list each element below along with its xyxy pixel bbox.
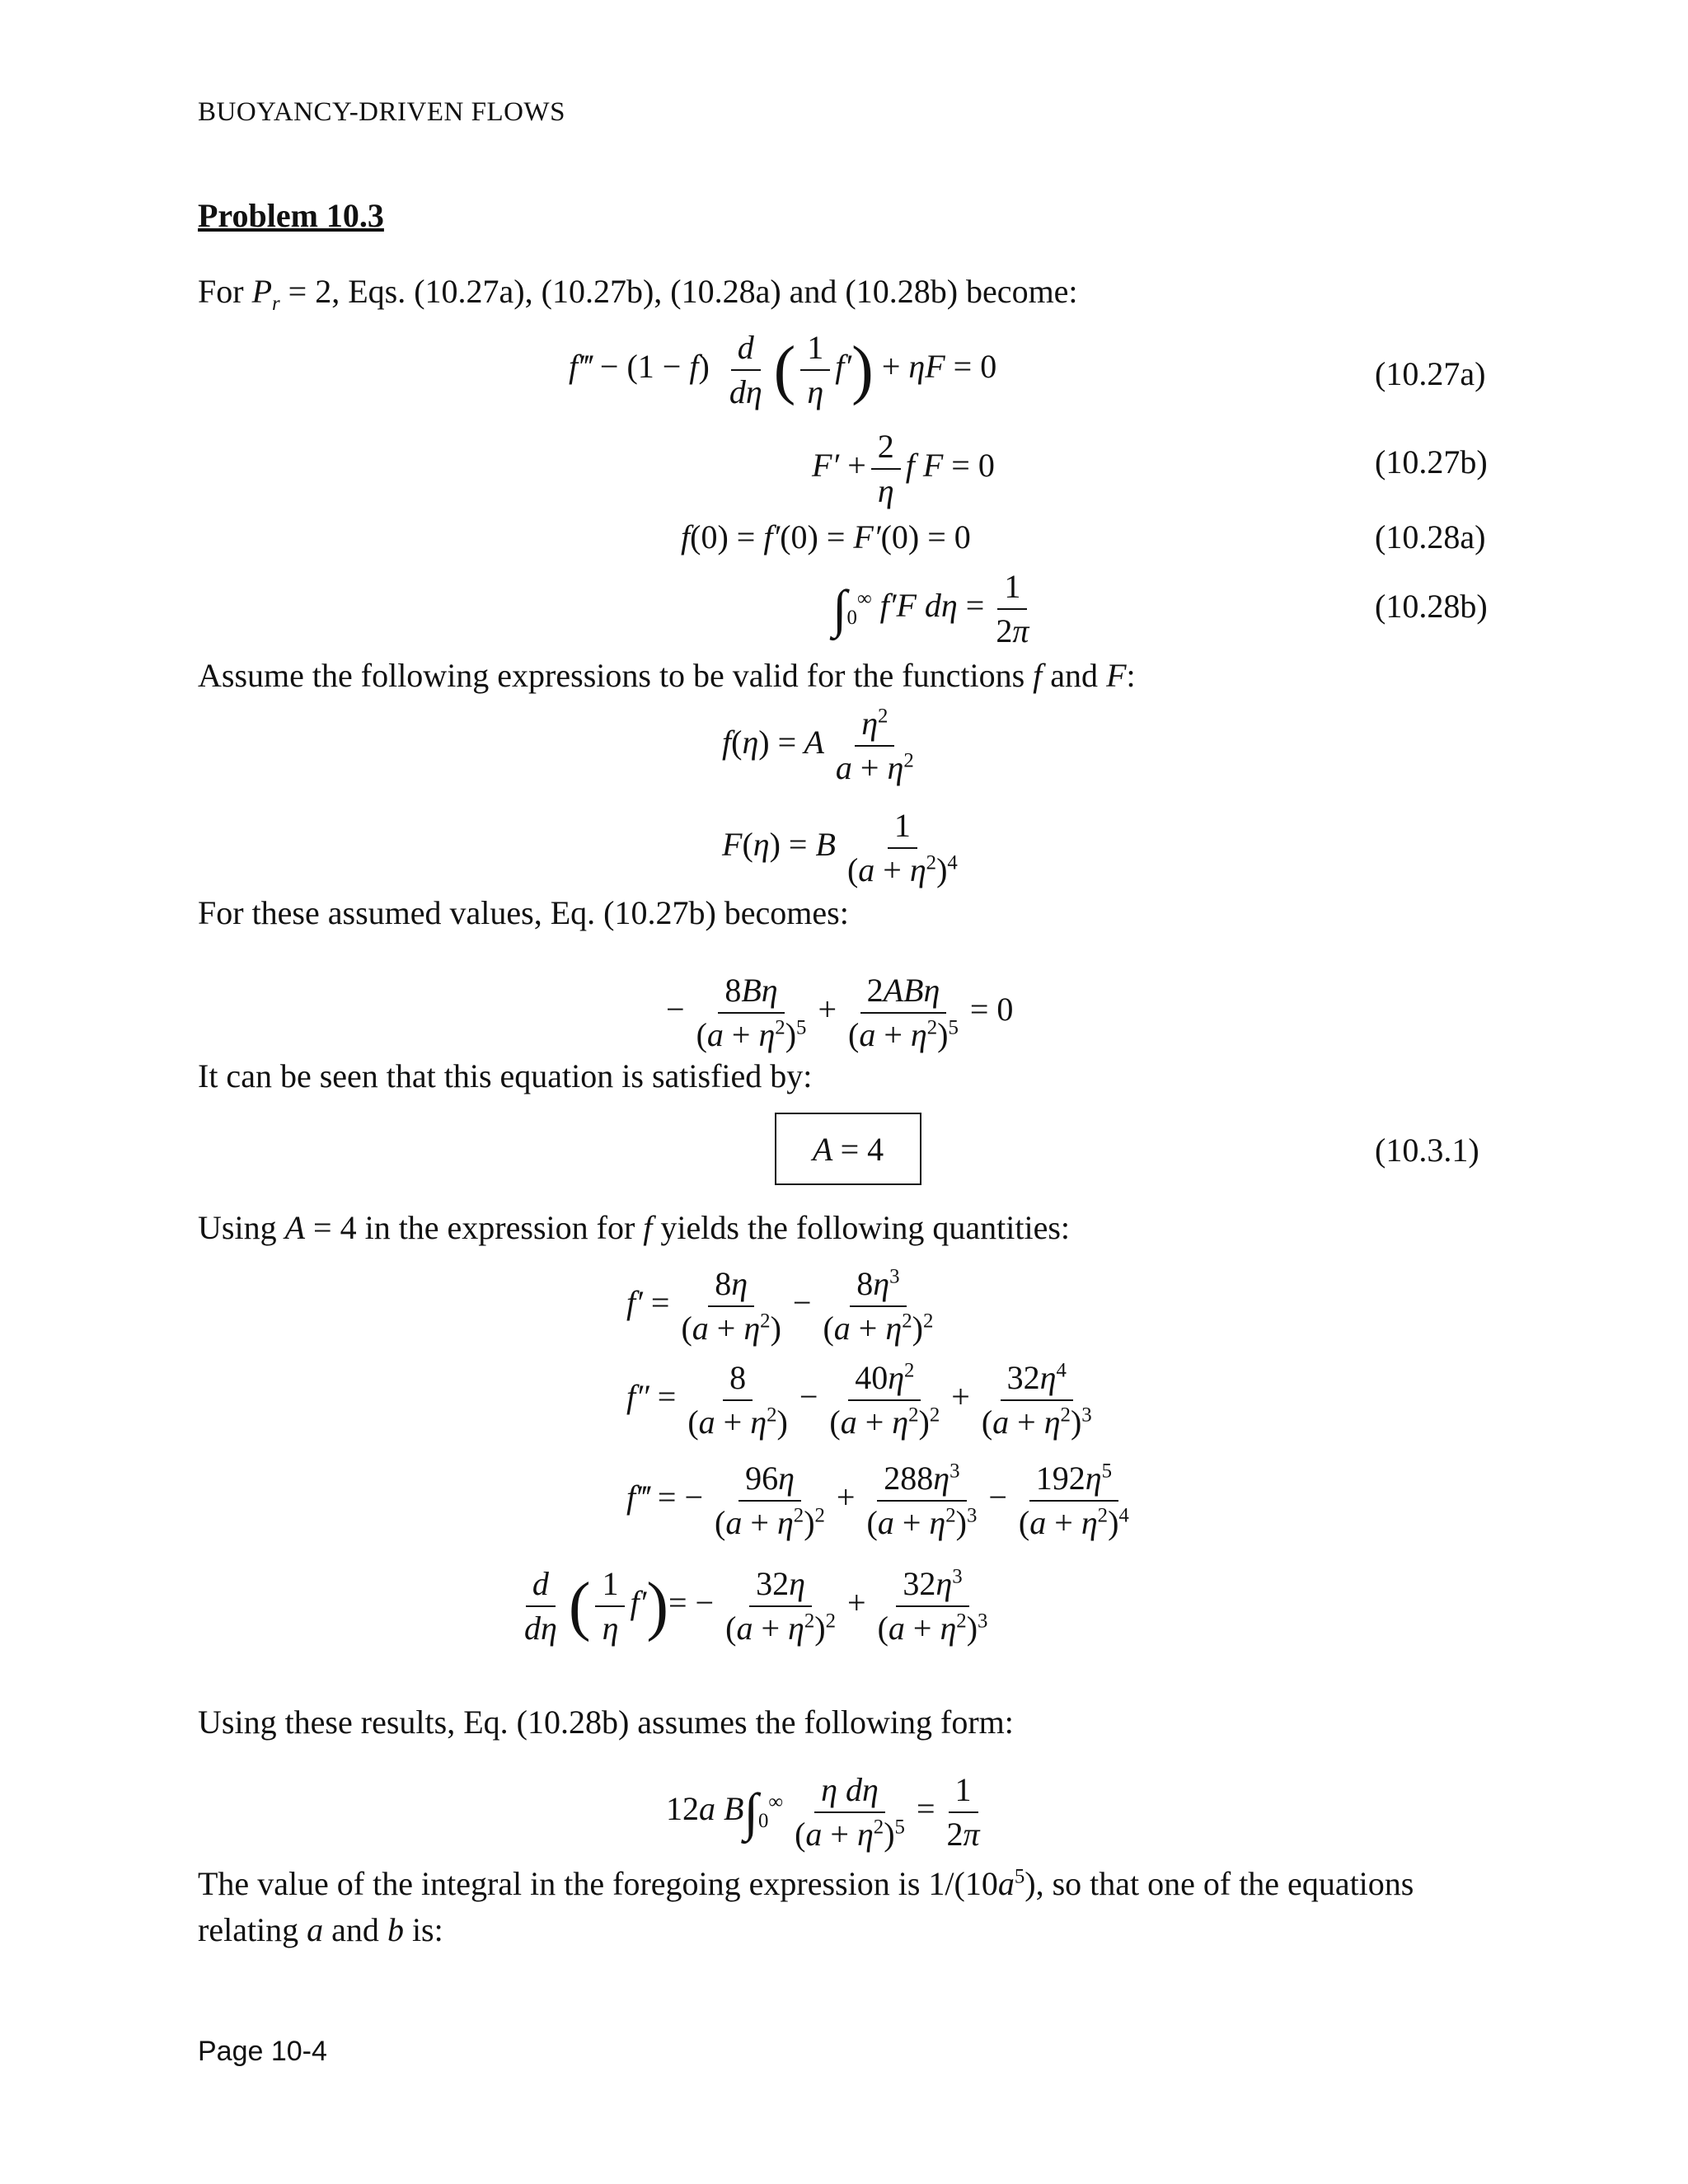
equation-10-27a: f‴ − (1 − f) $\frac{d}{d\eta}$ ( $\frac{1}{\eta}$ f′) + ηF = 0 [569, 329, 997, 410]
assumed-F: F(η) = B $\frac{1}{(a + \eta^2)^4}$ [722, 807, 958, 888]
problem-title: Problem 10.3 [198, 197, 384, 234]
substituted-equation: − $\frac{8B\eta}{(a + \eta^2)^5}$ + $\frac{\text{2ABη}}{(a + \eta^2)^5}$ = 0 [666, 972, 1014, 1053]
intro-text: For $P_r = 2$, Eqs. (10.27a), (10.27b), (10.28a) and (10.28b) become: [198, 273, 1078, 315]
equation-10-27b: F′ + $\frac{2}{\eta}$ f F = 0 [812, 428, 995, 509]
assume-text: Assume the following expressions to be valid for the functions f and F: [198, 657, 1136, 694]
assumed-f: f(η) = A $\frac{\eta^2}{a + \eta^2}$ [722, 705, 914, 786]
value-text-line1: The value of the integral in the foregoing expression is $1/(10a^5)$, so that one of the equations [198, 1865, 1414, 1902]
equation-10-28a: f(0) = f′(0) = F′(0) = 0 [681, 518, 971, 555]
f-double-prime-expression: f″ = $\frac{8}{(a + \eta^2)}$ − $\frac{40\eta^2}{(a + \eta^2)^2}$ + $\frac{32\eta^4}{(a + \eta^2)^3}$ [626, 1359, 1092, 1441]
eq-number-10-28b: (10.28b) [1375, 588, 1488, 625]
seen-text: It can be seen that this equation is satisfied by: [198, 1057, 813, 1094]
eq-number-10-3-1: (10.3.1) [1375, 1132, 1479, 1169]
f-prime-expression: f′ = $\frac{8\eta}{(a + \eta^2)}$ − $\frac{8\eta^3}{(a + \eta^2)^2}$ [626, 1265, 934, 1347]
results-text: Using these results, Eq. (10.28b) assumes the following form: [198, 1704, 1014, 1741]
running-header: BUOYANCY-DRIVEN FLOWS [198, 97, 565, 127]
integral-form-equation: 12a $B\int_0^\infty$ $\frac{\text{η dη}}{(a + \eta^2)^5}$ = $\frac{1}{2\pi}$ [666, 1771, 980, 1853]
boxed-result: A = 4 [775, 1113, 921, 1185]
equation-10-28b: $\int_0^\infty$ f′F dη = $\frac{1}{2\pi}$ [832, 568, 1029, 649]
using-text: Using A = 4 in the expression for f yields the following quantities: [198, 1209, 1071, 1246]
for-these-text: For these assumed values, Eq. (10.27b) becomes: [198, 894, 849, 931]
derivative-expression: $\frac{d}{d\eta}$ ( $\frac{1}{\eta}$ f′)= − $\frac{32\eta}{(a + \eta^2)^2}$ + $\frac{32\eta^3}{(a + \eta^2)^3}$ [524, 1565, 988, 1647]
value-text-line2: relating a and b is: [198, 1911, 443, 1948]
f-triple-prime-expression: f‴ = − $\frac{96\eta}{(a + \eta^2)^2}$ + $\frac{288\eta^3}{(a + \eta^2)^3}$ − $\frac{192\eta^5}{(a + \eta^2)^4}$ [626, 1460, 1129, 1541]
eq-number-10-28a: (10.28a) [1375, 518, 1486, 555]
page-footer: Page 10-4 [198, 2036, 327, 2067]
eq-number-10-27a: (10.27a) [1375, 355, 1486, 392]
eq-number-10-27b: (10.27b) [1375, 443, 1488, 480]
